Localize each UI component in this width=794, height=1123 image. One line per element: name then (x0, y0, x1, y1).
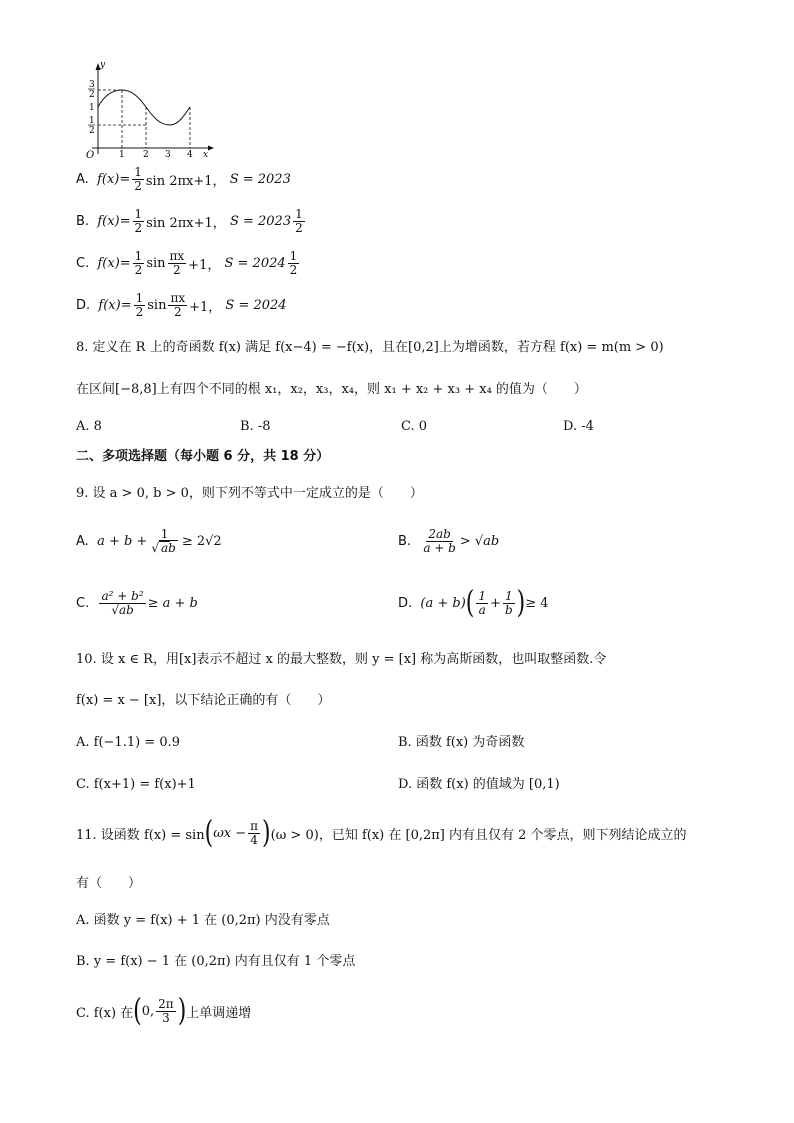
fraction: $\frac{\pi x}{2}$ (169, 249, 185, 277)
fraction: $\frac{1}{2}$ (289, 249, 298, 277)
q8-option-c[interactable]: C. 0 (401, 419, 428, 434)
fraction: $\frac{1}{b}$ (504, 589, 513, 617)
fraction: $\frac{1}{2}$ (134, 165, 142, 193)
fraction: $\frac{2\pi}{3}$ (158, 997, 174, 1025)
q8-stem-line2: 在区间[−8,8]上有四个不同的根 x₁，x₂，x₃，x₄，则 x₁ + x₂ + x₃ + x₄ 的值为（ ） (76, 382, 587, 397)
fraction: $\frac{1}{2}$ (134, 207, 143, 235)
fraction: $\frac{\pi}{4}$ (250, 819, 259, 847)
q8-option-a[interactable]: A. 8 (76, 419, 102, 434)
fraction: $\frac{\pi x}{2}$ (170, 291, 186, 319)
q7-option-b[interactable]: B. f(x)= $\frac{1}{2}$ sin 2πx+1， S = 2023 $\frac{1}{2}$ (76, 207, 303, 235)
fraction: $\frac{1}{2}$ (134, 249, 143, 277)
q9-stem: 9. 设 a > 0, b > 0，则下列不等式中一定成立的是（ ） (76, 486, 423, 501)
x-axis-arrow (208, 146, 214, 151)
y-tick-3-2-den: 2 (89, 90, 95, 100)
q9-option-b[interactable]: B. $\frac{2ab}{a + b}$ > √ab (398, 527, 500, 555)
q10-option-b[interactable]: B. 函数 f(x) 为奇函数 (398, 735, 525, 750)
y-axis-label: y (100, 60, 106, 70)
q10-stem-line1: 10. 设 x ∈ R，用[x]表示不超过 x 的最大整数，则 y = [x] 称为高斯函数，也叫取整函数.令 (76, 652, 607, 667)
q10-option-d[interactable]: D. 函数 f(x) 的值域为 [0,1) (398, 777, 560, 792)
y-tick-1-2-num: 1 (89, 116, 95, 126)
q8-option-d[interactable]: D. -4 (563, 419, 594, 434)
section-heading: 二、多项选择题（每小题 6 分，共 18 分） (76, 449, 330, 464)
q7-option-c[interactable]: C. f(x)= $\frac{1}{2}$ sin $\frac{\pi x}{2}$ +1， S = 2024 $\frac{1}{2}$ (76, 249, 298, 277)
x-tick-4: 4 (187, 150, 193, 160)
q11-option-b[interactable]: B. y = f(x) − 1 在 (0,2π) 内有且仅有 1 个零点 (76, 954, 356, 969)
q9-option-c[interactable]: C. $\frac{\text{a² + b²}}{√ab}$ ≥ a + b (76, 589, 198, 617)
function-graph (78, 58, 218, 160)
q9-option-d[interactable]: D. (a + b) ( $\frac{1}{a}$ + $\frac{1}{b}$ ) ≥ 4 (398, 585, 549, 621)
fraction: $\frac{1}{√ ab}$ (151, 527, 176, 555)
fraction: $\frac{1}{2}$ (295, 207, 303, 235)
q11-stem-line1: 11. 设函数 f(x) = sin ( ωx − $\frac{\pi}{4}$ ) (ω > 0)，已知 f(x) 在 [0,2π] 内有且仅有 2 个零点，则下列结论成立的 (76, 815, 687, 851)
x-axis-label: x (203, 150, 209, 160)
q8-stem-line1: 8. 定义在 R 上的奇函数 f(x) 满足 f(x−4) = −f(x)，且在[0,2]上为增函数，若方程 f(x) = m(m > 0) (76, 340, 664, 355)
origin-label: O (86, 150, 95, 160)
q8-option-b[interactable]: B. -8 (240, 419, 271, 434)
q10-option-c[interactable]: C. f(x+1) = f(x)+1 (76, 777, 196, 792)
q9-option-a[interactable]: A. a + b + $\frac{1}{√ ab}$ ≥ 2√2 (76, 527, 222, 555)
y-tick-1: 1 (89, 103, 95, 113)
x-tick-3: 3 (165, 150, 171, 160)
y-tick-1-2-den: 2 (89, 126, 95, 136)
fraction: $\frac{1}{a}$ (478, 589, 487, 617)
x-tick-1: 1 (119, 150, 125, 160)
y-tick-3-2-num: 3 (89, 80, 95, 90)
q7-option-d[interactable]: D. f(x)= $\frac{1}{2}$ sin $\frac{\pi x}{2}$ +1， S = 2024 (76, 291, 287, 319)
q11-stem-line2: 有（ ） (76, 876, 142, 891)
fraction: $\frac{2ab}{a + b}$ (423, 527, 456, 555)
q10-stem-line2: f(x) = x − [x]，以下结论正确的有（ ） (76, 693, 331, 708)
q11-option-a[interactable]: A. 函数 y = f(x) + 1 在 (0,2π) 内没有零点 (76, 913, 330, 928)
q11-option-c[interactable]: C. f(x) 在 ( 0, $\frac{2\pi}{3}$ ) 上单调递增 (76, 993, 252, 1029)
q7-option-a[interactable]: A. f(x)= $\frac{1}{2}$ sin 2πx+1， S = 2023 (76, 165, 291, 193)
q10-option-a[interactable]: A. f(−1.1) = 0.9 (76, 735, 181, 750)
x-tick-2: 2 (143, 150, 149, 160)
sine-curve (98, 90, 190, 125)
fraction: $\frac{\text{a² + b²}}{√ab}$ (101, 589, 144, 617)
fraction: $\frac{1}{2}$ (135, 291, 144, 319)
